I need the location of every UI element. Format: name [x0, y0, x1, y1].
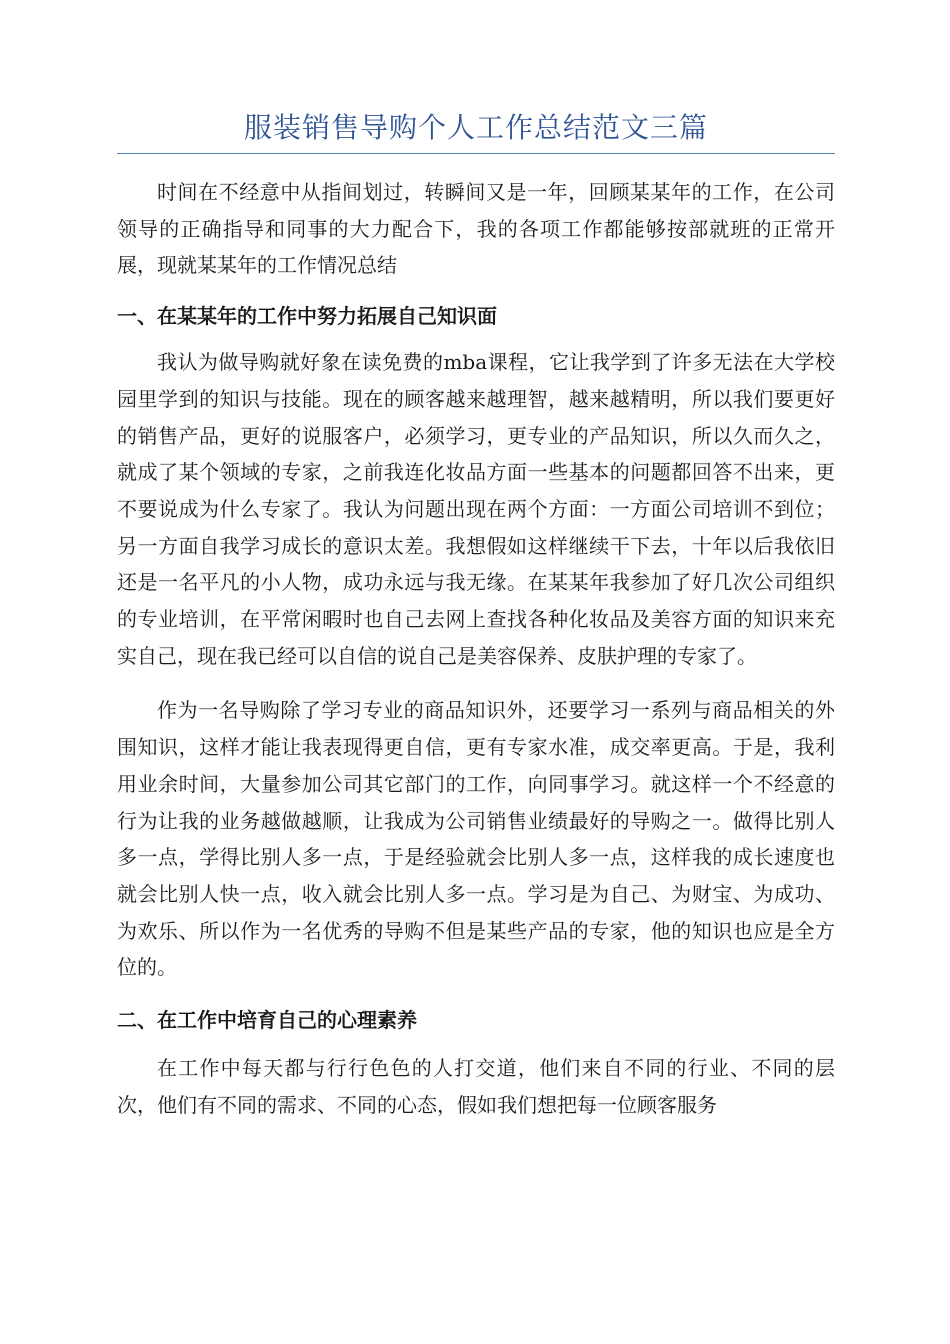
section2-paragraph-1: 在工作中每天都与行行色色的人打交道，他们来自不同的行业、不同的层次，他们有不同的需求、不同的心态，假如我们想把每一位顾客服务 [117, 1056, 835, 1117]
section-heading-2: 二、在工作中培育自己的心理素养 [117, 1008, 417, 1033]
intro-paragraph: 时间在不经意中从指间划过，转瞬间又是一年，回顾某某年的工作，在公司领导的正确指导和同事的大力配合下，我的各项工作都能够按部就班的正常开展，现就某某年的工作情况总结 [117, 180, 835, 278]
document-title: 服装销售导购个人工作总结范文三篇 [243, 111, 708, 144]
section-heading-1: 一、在某某年的工作中努力拓展自己知识面 [117, 304, 497, 329]
section1-paragraph-1: 我认为做导购就好象在读免费的mba课程，它让我学到了许多无法在大学校园里学到的知识与技能。现在的顾客越来越理智，越来越精明，所以我们要更好的销售产品，更好的说服客户，必须学习，更专业的产品知识，所以久而久之，就成了某个领域的专家，之前我连化妆品方面一些基本的问题都回答不出来，更不要说成为什么专家了。我认为问题出现在两个方面：一方面公司培训不到位；另一方面自我学习成长的意识太差。我想假如这样继续干下去，十年以后我依旧还是一名平凡的小人物，成功永远与我无缘。在某某年我参加了好几次公司组织的专业培训，在平常闲暇时也自己去网上查找各种化妆品及美容方面的知识来充实自己，现在我已经可以自信的说自己是美容保养、皮肤护理的专家了。 [117, 350, 835, 668]
section1-paragraph-2: 作为一名导购除了学习专业的商品知识外，还要学习一系列与商品相关的外围知识，这样才能让我表现得更自信，更有专家水准，成交率更高。于是，我利用业余时间，大量参加公司其它部门的工作，向同事学习。就这样一个不经意的行为让我的业务越做越顺，让我成为公司销售业绩最好的导购之一。做得比别人多一点，学得比别人多一点，于是经验就会比别人多一点，这样我的成长速度也就会比别人快一点，收入就会比别人多一点。学习是为自己、为财宝、为成功、为欢乐、所以作为一名优秀的导购不但是某些产品的专家，他的知识也应是全方位的。 [117, 698, 835, 980]
title-underline [117, 153, 835, 154]
document-page [117, 108, 835, 1123]
